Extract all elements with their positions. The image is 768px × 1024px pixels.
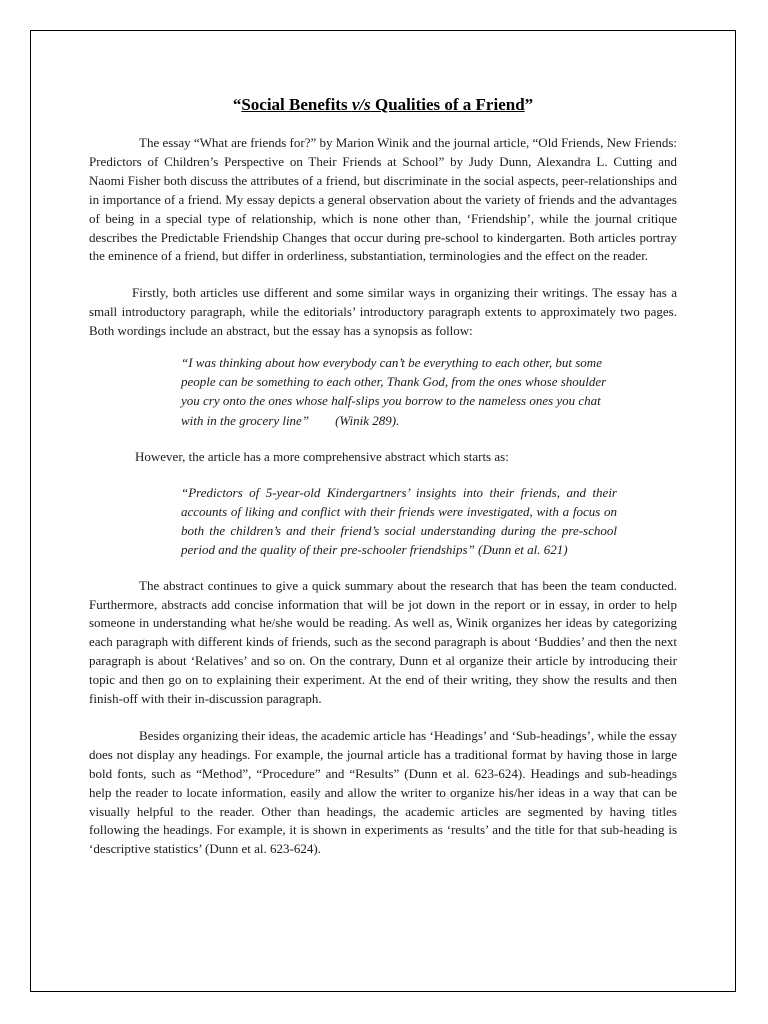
block-quote-winik xyxy=(181,353,617,430)
document-body xyxy=(89,94,677,859)
title-part2: Qualities of a Friend xyxy=(370,95,525,114)
quote-winik-citation: (Winik 289). xyxy=(335,412,400,428)
paragraph-intro: The essay “What are friends for?” by Marion Winik and the journal article, “Old Friends, New Friends: Predictors of Children’s Perspective on Their Friends at School” by Judy Dunn, Alexandra L. Cutting and Naomi Fisher both discuss the attributes of a friend, but discriminate in the social aspects, peer-relationships and in importance of a friend. My essay depicts a general observation about the variety of friends and the advantages of being in a special type of relationship, which is none other than, ‘Friendship’, while the journal critique describes the Predictable Friendship Changes that occur during pre-school to kindergarten. Both articles portray the eminence of a friend, but differ in orderliness, substantiation, terminologies and the effect on the reader. xyxy=(89,135,677,264)
title-part1: Social Benefits xyxy=(241,95,352,114)
paragraph-headings: Besides organizing their ideas, the academic article has ‘Headings’ and ‘Sub-headings’, while the essay does not display any headings. For example, the journal article has a traditional format by having those in large bold fonts, such as “Method”, “Procedure” and “Results” (Dunn et al. 623-624). Headings and sub-headings help the reader to locate information, easily and allow the writer to organize his/her ideas in a way that can be visually helpful to the reader. Other than headings, the academic articles are segmented by having titles following the headings. For example, it is shown in experiments as ‘results’ and the title for that sub-heading is ‘descriptive statistics’ (Dunn et al. 623-624). xyxy=(89,727,677,857)
quote-winik-text: “I was thinking about how everybody can’t be everything to each other, but some people can be something to each other, Thank God, from the ones whose shoulder you cry onto the ones whose half-slips you borrow to the nameless ones you chat with in the grocery line” xyxy=(181,355,607,428)
title-close-quote: ” xyxy=(524,95,534,114)
title-open-quote: “ xyxy=(232,95,242,114)
paragraph-organization: Firstly, both articles use different and some similar ways in organizing their writings. The essay has a small introductory paragraph, while the editorials’ introductory paragraph extents to approximately two pages. Both wordings include an abstract, but the essay has a synopsis as follow: xyxy=(89,285,677,339)
title-vs: v/s xyxy=(351,95,371,114)
document-title xyxy=(89,94,677,116)
paragraph-abstract-summary: The abstract continues to give a quick summary about the research that has been the team conducted. Furthermore, abstracts add concise information that will be jot down in the report or in essay, in order to help someone in understanding what he/she would be reading. As well as, Winik organizes her ideas by categorizing each paragraph with different kinds of friends, such as the second paragraph is about ‘Buddies’ and then the next paragraph is about ‘Relatives’ and so on. On the contrary, Dunn et al organize their article by introducing their topic and then go on to explaining their experiment. At the end of their writing, they show the results and then finish-off with their in-discussion paragraph. xyxy=(89,577,677,707)
title-underlined xyxy=(241,95,524,114)
block-quote-dunn: “Predictors of 5-year-old Kindergartners’ insights into their friends, and their accounts of liking and conflict with their friends were investigated, with a focus on both the children’s and their friend’s social understanding during the pre-school period and the quality of their pre-schooler friendships” (Dunn et al. 621) xyxy=(181,484,617,558)
paragraph-abstract-intro: However, the article has a more comprehensive abstract which starts as: xyxy=(135,448,509,464)
